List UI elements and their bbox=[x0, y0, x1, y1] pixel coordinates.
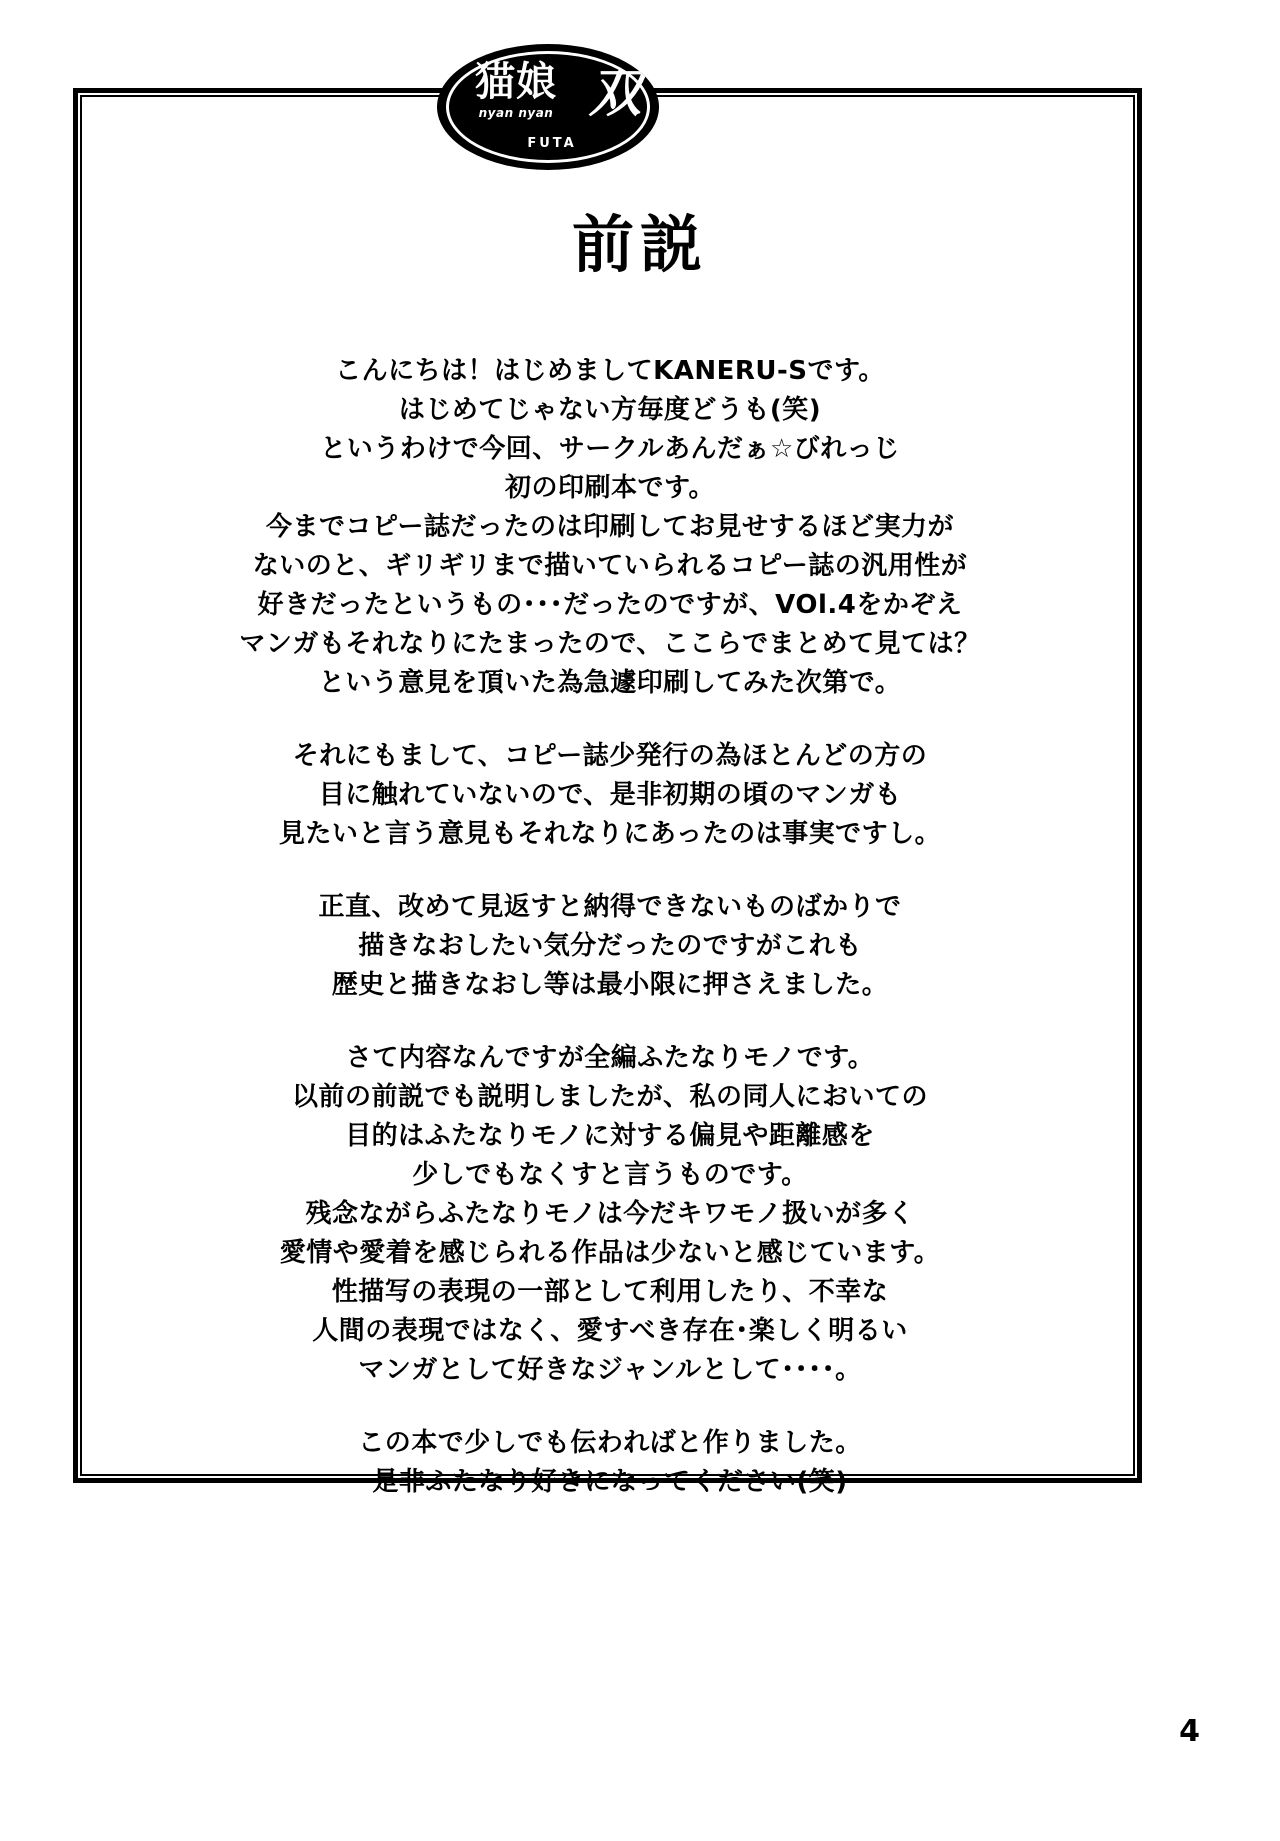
text-line: 歴史と描きなおし等は最小限に押さえました。 bbox=[331, 970, 889, 1000]
text-line: 描きなおしたい気分だったのですがこれも bbox=[358, 931, 862, 961]
logo-kanji-text: 猫娘 bbox=[475, 59, 557, 105]
logo-romaji-text: nyan nyan bbox=[478, 106, 554, 120]
text-line: マンガとして好きなジャンルとして････。 bbox=[358, 1355, 862, 1385]
text-line: はじめてじゃない方毎度どうも(笑) bbox=[398, 395, 822, 425]
text-line: というわけで今回、サークルあんだぁ☆びれっじ bbox=[320, 434, 900, 464]
paragraph bbox=[160, 1424, 1060, 1502]
text-line: 初の印刷本です。 bbox=[505, 473, 715, 503]
logo-futa-text: FUTA bbox=[527, 136, 577, 151]
afterword-body bbox=[160, 352, 1060, 1502]
text-line: それにもまして、コピー誌少発行の為ほとんどの方の bbox=[292, 741, 928, 771]
text-line: 少しでもなくすと言うものです。 bbox=[412, 1160, 808, 1190]
text-line: という意見を頂いた為急遽印刷してみた次第で。 bbox=[318, 668, 902, 698]
text-line: 正直、改めて見返すと納得できないものばかりで bbox=[318, 892, 902, 922]
page-number: 4 bbox=[1179, 1714, 1200, 1749]
paragraph bbox=[160, 352, 1060, 703]
text-line: さて内容なんですが全編ふたなりモノです。 bbox=[345, 1043, 875, 1073]
text-line: 目的はふたなりモノに対する偏見や距離感を bbox=[345, 1121, 875, 1151]
text-line: 愛情や愛着を感じられる作品は少ないと感じています。 bbox=[279, 1238, 941, 1268]
logo-double-mark: 双 bbox=[588, 63, 641, 124]
paragraph bbox=[160, 1039, 1060, 1390]
text-line: 人間の表現ではなく、愛すべき存在･楽しく明るい bbox=[312, 1316, 908, 1346]
text-line: この本で少しでも伝わればと作りました。 bbox=[358, 1428, 862, 1458]
text-line: 是非ふたなり好きになってください(笑) bbox=[372, 1467, 848, 1497]
text-line: こんにちは！はじめましてKANERU-Sです。 bbox=[335, 356, 885, 386]
text-line: 見たいと言う意見もそれなりにあったのは事実ですし。 bbox=[278, 819, 942, 849]
text-line: 性描写の表現の一部として利用したり、不幸な bbox=[331, 1277, 889, 1307]
text-line: 目に触れていないので、是非初期の頃のマンガも bbox=[318, 780, 902, 810]
paragraph bbox=[160, 737, 1060, 854]
text-line: 今までコピー誌だったのは印刷してお見せするほど実力が bbox=[266, 512, 954, 542]
text-line: マンガもそれなりにたまったので、ここらでまとめて見ては？ bbox=[239, 629, 981, 659]
circle-logo-badge bbox=[437, 44, 659, 170]
text-line: ないのと、ギリギリまで描いていられるコピー誌の汎用性が bbox=[252, 551, 968, 581]
text-line: 好きだったというもの･･･だったのですが、VOl.4をかぞえ bbox=[257, 590, 963, 620]
text-line: 残念ながらふたなりモノは今だキワモノ扱いが多く bbox=[305, 1199, 915, 1229]
text-line: 以前の前説でも説明しましたが、私の同人においての bbox=[291, 1082, 928, 1112]
page-title: 前説 bbox=[571, 208, 708, 281]
paragraph bbox=[160, 888, 1060, 1005]
